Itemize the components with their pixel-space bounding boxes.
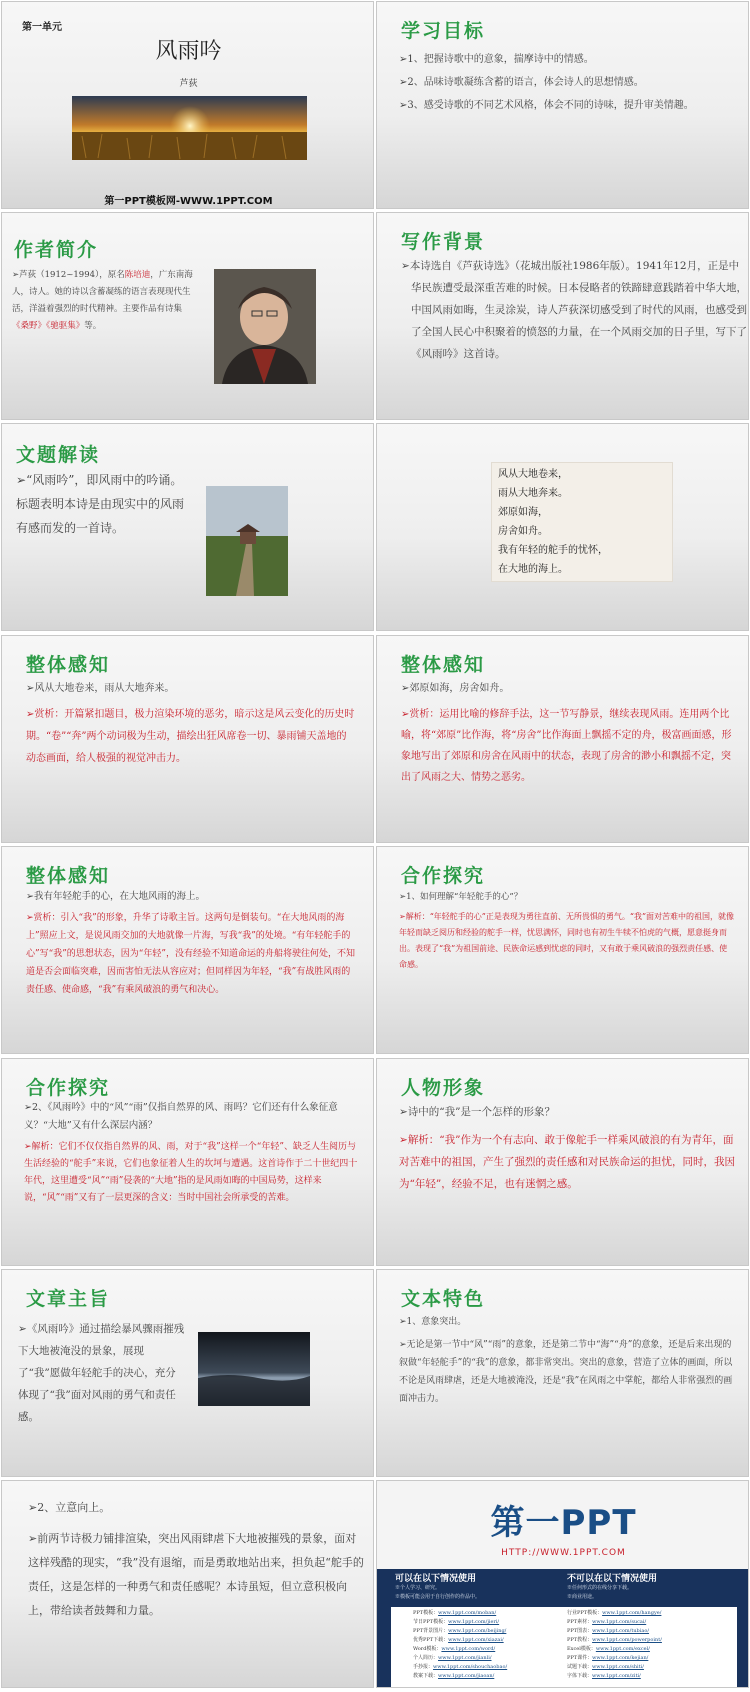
poem-title: 风雨吟 — [155, 39, 222, 64]
analysis-text: ➢赏析：运用比喻的修辞手法，这一节写静景，继续表现风雨。连用两个比喻，将“郊原”比作海，将“房舍”比作海面上飘摇不定的舟，极富画面感，形象地写出了郊原和房舍在风雨中的状态，表现了房舍的渺小和飘摇不定，突出了风雨之大、情势之恶劣。 — [401, 709, 732, 783]
author-text: ➢芦荻（1912~1994），原名陈培迪，广东南海人，诗人。她的诗以含蓄凝练的语言表现现代生活，洋溢着强烈的时代精神。主要作品有诗集《桑野》《驰驱集》等。 — [12, 270, 193, 331]
slide-title: 整体感知 — [26, 654, 111, 676]
slide-poem-text — [376, 423, 749, 631]
pavilion-path-image — [206, 486, 288, 596]
poem-line: 郊原如海， — [498, 507, 548, 518]
slide-author — [1, 212, 374, 420]
slide-title: 合作探究 — [26, 1077, 111, 1099]
ppt-url[interactable]: HTTP://WWW.1PPT.COM — [501, 1548, 626, 1558]
slide-title: 整体感知 — [401, 654, 486, 676]
poem-line-quote: ➢郊原如海，房舍如舟。 — [401, 683, 510, 694]
slide-ppt-terms — [376, 1480, 749, 1688]
author-portrait — [214, 269, 316, 384]
question-text: ➢诗中的“我”是一个怎样的形象？ — [399, 1106, 556, 1118]
analysis-text: ➢赏析：开篇紧扣题目，极力渲染环境的恶劣，暗示这是风云变化的历史时期。“卷”“奔”两个动词极为生动，描绘出狂风席卷一切、暴雨铺天盖地的动态画面，给人极强的视觉冲击力。 — [26, 709, 355, 764]
poem-line: 房舍如舟。 — [498, 526, 548, 537]
link[interactable]: www.1ppt.com/hangye/ — [602, 1610, 662, 1616]
unit-label: 第一单元 — [22, 22, 62, 33]
answer-text: ➢解析：“年轻舵手的心”正是表现为勇往直前、无所畏惧的勇气。“我”面对苦难中的祖国，就像年轻而缺乏阅历和经验的舵手一样，忧思满怀，同时也有初生牛犊不怕虎的气概，愿意挺身而出。表现了“我”为祖国前途、民族命运感到忧虑的同时，又有敢于乘风破浪的强烈责任感、使命感。 — [399, 912, 735, 969]
poem-line: 风从大地卷来， — [498, 469, 568, 480]
slide-learning-goals — [376, 1, 749, 209]
interpretation-text: ➢“风雨吟”，即风雨中的吟诵。标题表明本诗是由现实中的风雨有感而发的一首诗。 — [16, 473, 185, 535]
feature-text: ➢前两节诗极力铺排渲染，突出风雨肆虐下大地被摧残的景象，面对这样残酷的现实，“我”没有退缩，而是勇敢地站出来，担负起“舵手的责任，这是怎样的一种勇气和责任感呢？本诗虽短，但立意积极向上，带给读者鼓舞和力量。 — [28, 1532, 364, 1617]
link[interactable]: www.1ppt.com/excel/ — [595, 1646, 650, 1652]
slide-title-interpretation — [1, 423, 374, 631]
slide-title: 写作背景 — [401, 231, 486, 253]
feature-subtitle: ➢1、意象突出。 — [399, 1317, 467, 1327]
slide-text-features — [376, 1269, 749, 1477]
slide-title: 合作探究 — [401, 865, 486, 887]
links-box — [391, 1607, 737, 1687]
poem-line: 我有年轻的舵手的忧怀， — [498, 545, 608, 556]
slide-title: 人物形象 — [401, 1077, 486, 1099]
goal-item: ➢2、品味诗歌凝练含蓄的语言，体会诗人的思想情感。 — [399, 77, 644, 88]
slide-title: 整体感知 — [26, 865, 111, 887]
goal-item: ➢3、感受诗歌的不同艺术风格，体会不同的诗味，提升审美情趣。 — [399, 100, 694, 111]
answer-text: ➢解析：它们不仅仅指自然界的风、雨，对于“我”这样一个“年轻”、缺乏人生阅历与生活经验的“舵手”来说，它们也象征着人生的坎坷与遭遇。这首诗作于二十世纪四十年代，这里遭受“风”“雨”侵袭的“大地”指的是风雨如晦的中国局势，这样来说，“风”“雨”又有了一层更深的含义：当时中国社会所承受的苦难。 — [24, 1142, 358, 1203]
slide-cover — [1, 1, 374, 209]
can-use-title: 可以在以下情况使用 — [395, 1574, 477, 1584]
can-use-items: ※个人学习、研究。 ※模板可能会用于自行创作的作品中。 — [395, 1585, 481, 1600]
cover-footer: 第一PPT模板网-WWW.1PPT.COM — [104, 196, 273, 207]
link[interactable]: www.1ppt.com/jieri/ — [448, 1619, 500, 1625]
link[interactable]: www.1ppt.com/sucai/ — [592, 1619, 647, 1625]
poem-line: 在大地的海上。 — [498, 564, 568, 575]
poem-author: 芦荻 — [179, 79, 198, 89]
link[interactable]: www.1ppt.com/tubiao/ — [592, 1628, 650, 1634]
slide-character — [376, 1058, 749, 1266]
slide-overall-3 — [1, 846, 374, 1054]
link[interactable]: www.1ppt.com/shiti/ — [592, 1664, 644, 1670]
terms-footer — [377, 1569, 749, 1688]
feature-text: ➢无论是第一节中“风”“雨”的意象，还是第二节中“海”“舟”的意象，还是后来出现的叙做“年轻舵手”的“我”的意象，都非常突出。突出的意象，营造了立体的画面，所以不论是风雨肆虐，还是大地被淹没，还是“我”在风雨之中掌舵，都给人非常强烈的画面冲击力。 — [399, 1340, 733, 1404]
poem-line-quote: ➢风从大地卷来，雨从大地奔来。 — [26, 683, 175, 694]
goal-list — [399, 48, 739, 117]
feature-subtitle: ➢2、立意向上。 — [28, 1501, 111, 1514]
link[interactable]: www.1ppt.com/jiaoan/ — [438, 1673, 495, 1679]
slide-title: 作者简介 — [14, 239, 99, 261]
slide-text-features-2 — [1, 1480, 374, 1688]
poem-card — [491, 462, 673, 582]
slide-title: 文本特色 — [401, 1288, 486, 1310]
storm-sea-image — [198, 1332, 310, 1406]
link[interactable]: www.1ppt.com/xiazai/ — [448, 1637, 504, 1643]
link[interactable]: www.1ppt.com/jianli/ — [438, 1655, 492, 1661]
slide-overall-2 — [376, 635, 749, 843]
sunset-field-image — [72, 96, 307, 160]
links-left: PPT模板：www.1ppt.com/moban/ 节日PPT模板：www.1ppt.com/jieri/ PPT背景图片：www.1ppt.com/beijing/ 优秀PPT下载：www.1ppt.com/xiazai/ Word模板：www.1ppt.com/word/ 个人简历：www.1ppt.com/jianli/ 手抄报：www.1ppt.com/shouchaobao/ 教案下载：www.1ppt.com/jiaoan/ — [413, 1610, 508, 1679]
answer-text: ➢解析：“我”作为一个有志向、敢于像舵手一样乘风破浪的有为青年，面对苦难中的祖国，产生了强烈的责任感和对民族命运的担忧，同时，我因为“年轻”，经验不足，也有迷惘之感。 — [399, 1134, 735, 1190]
cannot-use-items: ※任何形式的在线分享下载。 ※商业用途。 — [567, 1585, 633, 1600]
slide-cooperation-2 — [1, 1058, 374, 1266]
link[interactable]: www.1ppt.com/shouchaobao/ — [433, 1664, 508, 1670]
slide-title: 文章主旨 — [26, 1288, 111, 1310]
question-text: ➢2、《风雨吟》中的“风”“雨”仅指自然界的风、雨吗？它们还有什么象征意义？“大地”又有什么深层内涵？ — [24, 1102, 338, 1131]
slide-cooperation-1 — [376, 846, 749, 1054]
slide-title: 学习目标 — [401, 20, 486, 42]
cannot-use-title: 不可以在以下情况使用 — [567, 1574, 658, 1584]
link[interactable]: www.1ppt.com/word/ — [441, 1646, 496, 1652]
goal-item: ➢1、把握诗歌中的意象，揣摩诗中的情感。 — [399, 54, 594, 65]
link[interactable]: www.1ppt.com/ziti/ — [592, 1673, 641, 1679]
slide-overall-1 — [1, 635, 374, 843]
background-text: ➢本诗选自《芦荻诗选》（花城出版社1986年版）。1941年12月，正是中华民族遭受最深重苦难的时候。日本侵略者的铁蹄肆意践踏着中华大地，中国风雨如晦，生灵涂炭，诗人芦荻深切感受到了时代的风雨，也感受到了全国人民心中积聚着的愤怒的力量，在一个风雨交加的日子里，写下了《风雨吟》这首诗。 — [401, 260, 747, 360]
slide-main-idea — [1, 1269, 374, 1477]
slide-background — [376, 212, 749, 420]
poem-lines — [498, 465, 668, 579]
link[interactable]: www.1ppt.com/powerpoint/ — [592, 1637, 662, 1643]
poem-line: 雨从大地奔来。 — [498, 488, 568, 499]
main-idea-text: ➢《风雨吟》通过描绘暴风骤雨摧残下大地被淹没的景象，展现了“我”愿做年轻舵手的决心，充分体现了“我”面对风雨的勇气和责任感。 — [18, 1323, 185, 1423]
question-text: ➢1、如何理解“年轻舵手的心”？ — [399, 892, 523, 902]
links-right: 行业PPT模板：www.1ppt.com/hangye/ PPT素材：www.1ppt.com/sucai/ PPT图表：www.1ppt.com/tubiao/ PPT教程：www.1ppt.com/powerpoint/ Excel模板：www.1ppt.com/excel/ PPT课件：www.1ppt.com/kejian/ 试题下载：www.1ppt.com/shiti/ 字体下载：www.1ppt.com/ziti/ — [567, 1610, 662, 1679]
link[interactable]: www.1ppt.com/moban/ — [438, 1610, 497, 1616]
link[interactable]: www.1ppt.com/beijing/ — [448, 1628, 507, 1634]
slide-title: 文题解读 — [16, 444, 101, 466]
poem-line-quote: ➢我有年轻舵手的心，在大地风雨的海上。 — [26, 891, 205, 902]
ppt-logo: 第一PPT — [490, 1503, 637, 1543]
link[interactable]: www.1ppt.com/kejian/ — [592, 1655, 649, 1661]
analysis-text: ➢赏析：引入“我”的形象，升华了诗歌主旨。这两句是倒装句。“在大地风雨的海上”照应上文，是说风雨交加的大地就像一片海，写我“我”的处境。“有年轻舵手的心”写“我”的思想状态，因为“年轻”，没有经验不知道命运的舟船将驶往何处，不知道是否会面临突难，因而害怕无法从容应对；但同样因为年轻，“我”有战胜风雨的责任感、使命感，“我”有乘风破浪的勇气和决心。 — [26, 913, 356, 995]
